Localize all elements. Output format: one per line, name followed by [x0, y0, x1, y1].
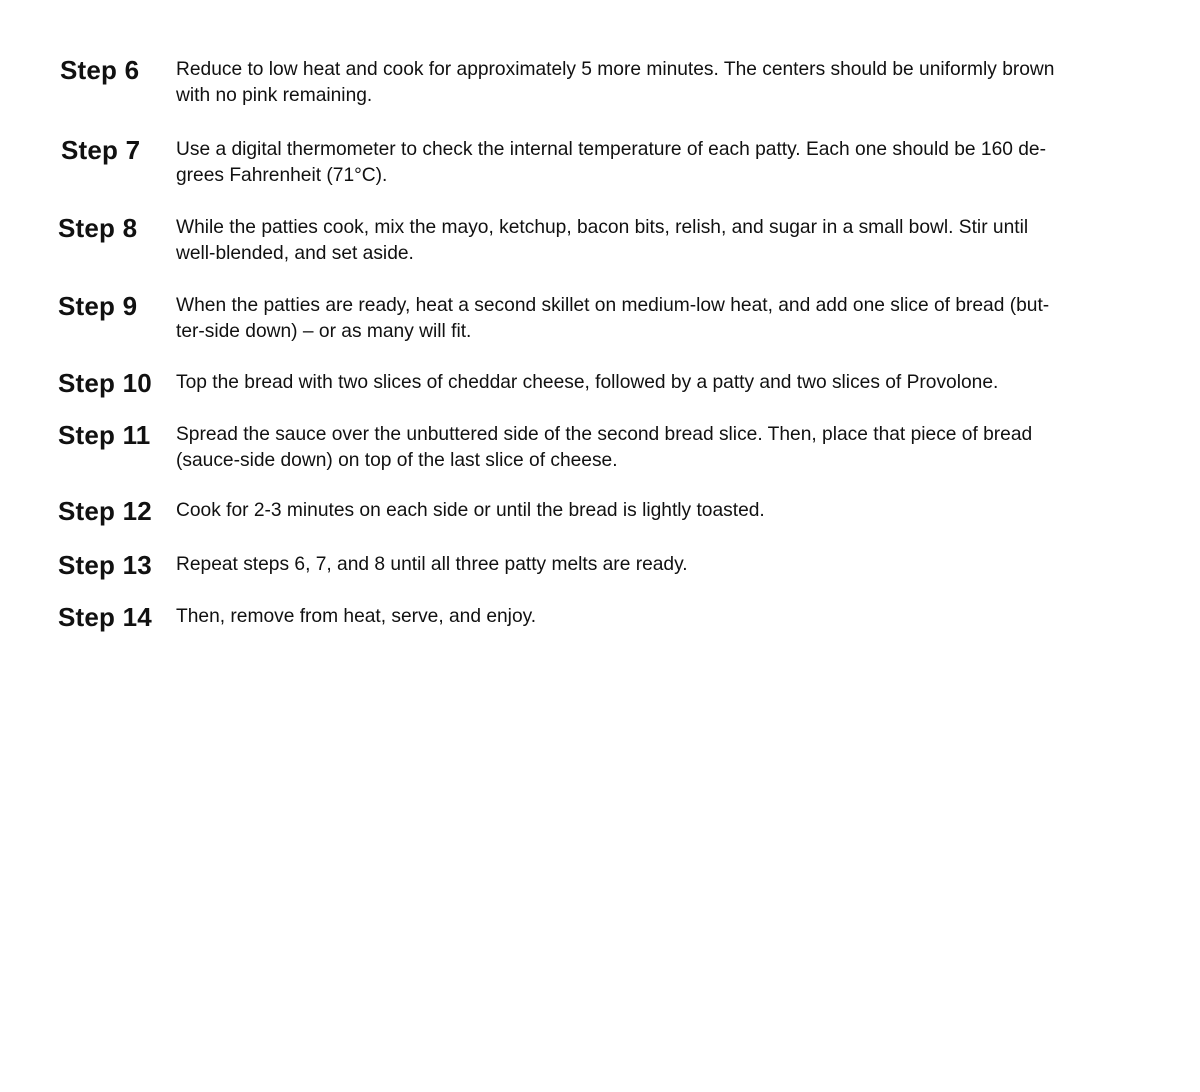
step-text: Reduce to low heat and cook for approximately 5 more minutes. The centers should be uniformly brown with no pink remaining. [176, 59, 1055, 106]
step-text: Repeat steps 6, 7, and 8 until all three patty melts are ready. [176, 554, 688, 575]
step-label: Step 8 [58, 213, 138, 243]
step-label: Step 10 [58, 368, 152, 398]
step-text: Then, remove from heat, serve, and enjoy. [176, 606, 537, 627]
step-text: While the patties cook, mix the mayo, ketchup, bacon bits, relish, and sugar in a small bowl. Stir until well-blended, and set aside. [176, 217, 1029, 264]
step-label: Step 9 [58, 291, 138, 321]
step-label: Step 7 [61, 135, 141, 165]
step-text: Use a digital thermometer to check the internal temperature of each patty. Each one should be 160 de- grees Fahrenheit (71°C). [176, 139, 1046, 186]
step-text: Top the bread with two slices of cheddar cheese, followed by a patty and two slices of Provolone. [176, 372, 999, 393]
step-text: Cook for 2-3 minutes on each side or until the bread is lightly toasted. [176, 500, 765, 521]
step-label: Step 13 [58, 550, 152, 580]
step-label: Step 11 [58, 420, 151, 450]
step-label: Step 14 [58, 602, 152, 632]
step-label: Step 12 [58, 496, 152, 526]
step-text: When the patties are ready, heat a second skillet on medium-low heat, and add one slice of bread (but- ter-side down) – or as many will fit. [176, 295, 1050, 342]
step-text: Spread the sauce over the unbuttered side of the second bread slice. Then, place that piece of bread (sauce-side down) on top of the last slice of cheese. [176, 424, 1033, 471]
step-label: Step 6 [60, 55, 140, 85]
